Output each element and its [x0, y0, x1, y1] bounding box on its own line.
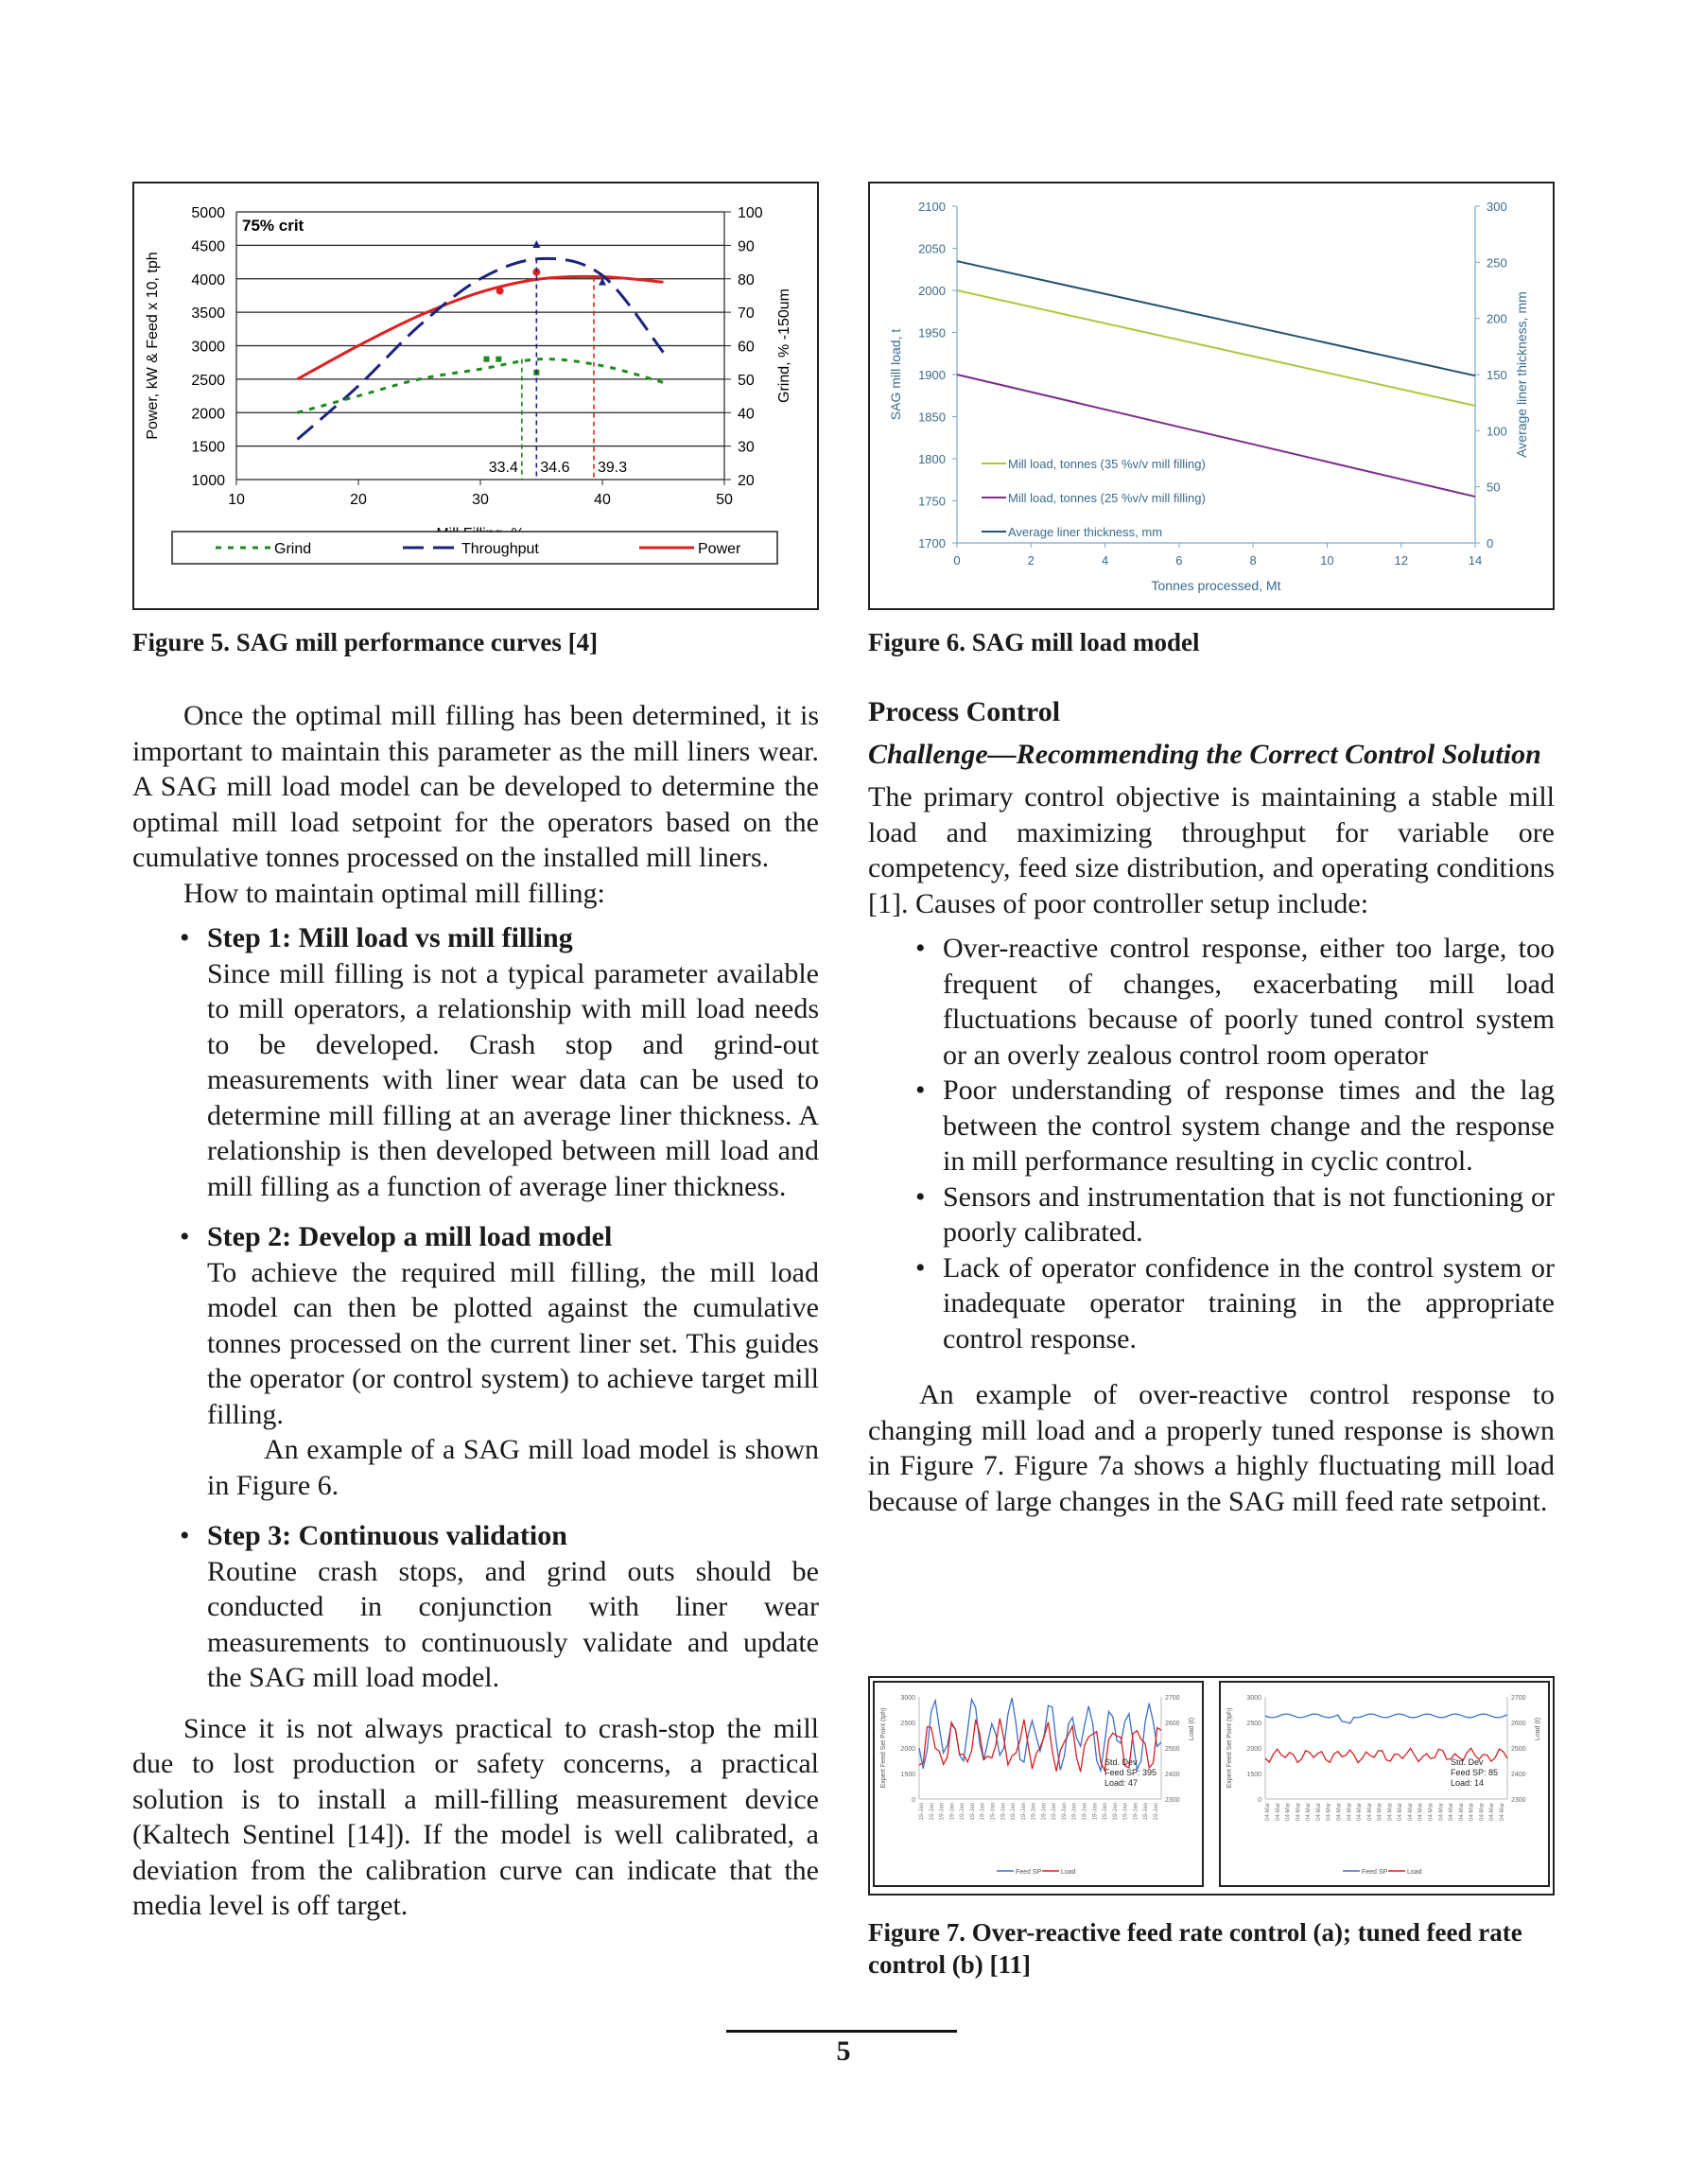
list-item: [132, 1219, 819, 1503]
y-tick-label: 0: [1258, 1797, 1261, 1804]
y-tick-label: 1500: [191, 439, 225, 456]
y2-axis-label: Load (t): [1189, 1717, 1195, 1741]
series-line: [957, 261, 1475, 376]
y-tick-label: 2500: [1246, 1721, 1261, 1727]
y2-tick-label: 2500: [1511, 1746, 1526, 1753]
y2-tick-label: 0: [1487, 536, 1494, 550]
x-tick-label: 04-Mar: [1438, 1803, 1445, 1822]
step-title: • Step 1: Mill load vs mill filling: [207, 922, 573, 953]
y-tick-label: 1800: [918, 452, 946, 466]
x-tick-label: 04-Mar: [1500, 1803, 1505, 1822]
data-point: [496, 357, 501, 362]
figure-5-chart: [134, 183, 817, 608]
x-tick-label: 6: [1175, 553, 1183, 568]
y2-tick-label: 2600: [1165, 1721, 1180, 1727]
x-tick-label: 04-Mar: [1296, 1803, 1302, 1822]
y-tick-label: 1750: [918, 494, 946, 509]
paragraph: An example of over-reactive control response to changing mill load and a properly tuned response is shown in Figure 7. Figure 7a shows a highly fluctuating mill load because of large changes in the SAG mill feed rate setpoint.: [868, 1379, 1555, 1517]
x-tick-label: 14: [1468, 553, 1483, 568]
x-tick-label: 04-Mar: [1489, 1803, 1496, 1822]
footer-rule: [726, 2030, 957, 2033]
y-axis-label: Expert Feed Set Point (tph): [880, 1707, 887, 1789]
list-item: • Poor understanding of response times and the lag between the control system change and the response in mill performance resulting in cyclic control.: [868, 1073, 1555, 1179]
x-tick-label: 19-Jan: [1000, 1803, 1007, 1821]
y2-tick-label: 20: [738, 473, 755, 489]
paragraph: How to maintain optimal mill filling:: [183, 877, 605, 909]
x-tick-label: 04-Mar: [1398, 1803, 1404, 1822]
step-title: • Step 3: Continuous validation: [207, 1520, 567, 1551]
x-axis-label: Tonnes processed, Mt: [1151, 578, 1281, 593]
x-tick-label: 04-Mar: [1449, 1803, 1455, 1822]
legend-label: Grind: [274, 541, 312, 557]
x-tick-label: 20: [350, 492, 367, 508]
x-tick-label: 30: [472, 492, 489, 508]
x-tick-label: 04-Mar: [1306, 1803, 1313, 1822]
left-column: [132, 698, 819, 1924]
data-point: [532, 240, 540, 248]
y-tick-label: 1950: [918, 325, 946, 341]
x-tick-label: 4: [1101, 553, 1109, 568]
chart-title: 75% crit: [242, 217, 304, 235]
y2-axis-label: Average liner thickness, mm: [1514, 291, 1529, 458]
stats-label: Std. Dev: [1451, 1757, 1484, 1767]
x-tick-label: 04-Mar: [1469, 1803, 1475, 1822]
y2-tick-label: 250: [1487, 255, 1507, 271]
x-tick-label: 19-Jan: [1041, 1803, 1048, 1821]
y2-tick-label: 90: [738, 238, 755, 255]
legend-label: Average liner thickness, mm: [1008, 525, 1163, 539]
y2-tick-label: 100: [738, 205, 763, 221]
y2-tick-label: 80: [738, 271, 755, 288]
figure-7-chart: [870, 1678, 1553, 1894]
reference-label: 34.6: [540, 460, 570, 476]
x-tick-label: 19-Jan: [1061, 1803, 1068, 1821]
paragraph: The primary control objective is maintaining a stable mill load and maximizing throughput for variable ore competency, feed size distribution, and operating conditions [1]. Causes of poor controller setup include:: [868, 781, 1555, 919]
x-tick-label: 19-Jan: [990, 1803, 997, 1821]
x-tick-label: 19-Jan: [949, 1803, 956, 1821]
y2-tick-label: 2400: [1165, 1772, 1180, 1778]
y2-axis-label: Grind, % -150um: [776, 288, 792, 403]
paragraph: Once the optimal mill filling has been determined, it is important to maintain this parameter as the mill liners wear. A SAG mill load model can be developed to determine the optimal mill load setpoint for the operators based on the cumulative tonnes processed on the installed mill liners.: [132, 700, 819, 873]
y-axis-label: Power, kW & Feed x 10, tph: [145, 252, 161, 440]
y-axis-label: SAG mill load, t: [888, 328, 903, 421]
y2-tick-label: 150: [1487, 368, 1507, 382]
x-tick-label: 19-Jan: [1133, 1803, 1139, 1821]
y-tick-label: 3000: [1246, 1695, 1261, 1702]
panel-b: [1220, 1682, 1549, 1886]
list-item: [132, 920, 819, 1204]
x-tick-label: 04-Mar: [1357, 1803, 1364, 1822]
y-tick-label: 0: [912, 1797, 915, 1804]
x-tick-label: 04-Mar: [1407, 1803, 1414, 1822]
y-tick-label: 1900: [918, 368, 946, 382]
x-tick-label: 19-Jan: [929, 1803, 935, 1821]
y2-tick-label: 2700: [1165, 1695, 1180, 1702]
y-tick-label: 3000: [191, 339, 225, 356]
x-tick-label: 04-Mar: [1377, 1803, 1383, 1822]
legend-label: Load: [1061, 1869, 1076, 1876]
x-tick-label: 19-Jan: [980, 1803, 986, 1821]
legend-label: Throughput: [461, 541, 539, 557]
y-tick-label: 4000: [191, 271, 225, 288]
x-tick-label: 8: [1249, 553, 1257, 568]
x-tick-label: 04-Mar: [1275, 1803, 1281, 1822]
x-tick-label: 19-Jan: [1052, 1803, 1058, 1821]
page-number: 5: [836, 2035, 851, 2067]
y-tick-label: 3000: [900, 1695, 915, 1702]
data-point: [483, 357, 489, 362]
x-tick-label: 04-Mar: [1326, 1803, 1332, 1822]
x-tick-label: 04-Mar: [1366, 1803, 1373, 1822]
y2-tick-label: 300: [1487, 200, 1507, 214]
x-tick-label: 19-Jan: [1103, 1803, 1109, 1821]
x-tick-label: 04-Mar: [1428, 1803, 1435, 1822]
y-tick-label: 5000: [191, 205, 225, 221]
x-tick-label: 12: [1394, 553, 1408, 568]
x-tick-label: 40: [594, 492, 611, 508]
legend-label: Load: [1407, 1869, 1422, 1876]
legend-label: Mill load, tonnes (25 %v/v mill filling): [1008, 491, 1206, 505]
x-tick-label: 19-Jan: [969, 1803, 976, 1821]
x-tick-label: 19-Jan: [1020, 1803, 1027, 1821]
data-point: [496, 287, 504, 294]
series-line: [957, 375, 1475, 497]
paragraph: Since it is not always practical to crash-stop the mill due to lost production or safety concerns, a practical solution is to install a mill-filling measurement device (Kaltech Sentinel [14]). If the model is well calibrated, a deviation from the calibration curve can indicate that the media level is off target.: [132, 1712, 819, 1921]
step-body: Routine crash stops, and grind outs should be conducted in conjunction with liner wear measurements to continuously validate and update the SAG mill load model.: [207, 1555, 819, 1693]
y2-tick-label: 100: [1487, 424, 1507, 439]
x-tick-label: 2: [1027, 553, 1035, 568]
figure-7-caption: Figure 7. Over-reactive feed rate control (a); tuned feed rate control (b) [11]: [868, 1918, 1522, 1979]
y-tick-label: 2100: [918, 200, 946, 214]
stats-label: Load: 47: [1104, 1778, 1139, 1788]
x-tick-label: 19-Jan: [1122, 1803, 1129, 1821]
y2-tick-label: 70: [738, 306, 755, 323]
panel-a: [874, 1682, 1203, 1886]
x-tick-label: 04-Mar: [1336, 1803, 1343, 1822]
x-tick-label: 04-Mar: [1265, 1803, 1271, 1822]
x-tick-label: 04-Mar: [1285, 1803, 1292, 1822]
y2-tick-label: 50: [1487, 480, 1501, 495]
y2-tick-label: 2300: [1511, 1797, 1526, 1804]
x-tick-label: 19-Jan: [1071, 1803, 1078, 1821]
x-tick-label: 19-Jan: [1154, 1803, 1159, 1821]
list-item: • Lack of operator confidence in the control system or inadequate operator training in the appropriate control response.: [868, 1250, 1555, 1357]
x-tick-label: 10: [228, 492, 245, 508]
stats-label: Std. Dev: [1104, 1757, 1138, 1767]
bullet-list: [868, 931, 1555, 1356]
x-tick-label: 19-Jan: [919, 1803, 925, 1821]
x-tick-label: 04-Mar: [1479, 1803, 1486, 1822]
x-tick-label: 10: [1320, 553, 1334, 568]
legend-label: Feed SP: [1016, 1869, 1042, 1876]
steps-list: [132, 920, 819, 1696]
y-axis-label: Expert Feed Set Point (tph): [1226, 1707, 1233, 1789]
x-tick-label: 04-Mar: [1458, 1803, 1465, 1822]
legend-label: Mill load, tonnes (35 %v/v mill filling): [1008, 457, 1206, 471]
figure-7: [868, 1676, 1555, 1896]
series-line: [957, 290, 1475, 406]
series-line-power: [298, 276, 664, 379]
x-tick-label: 19-Jan: [1082, 1803, 1088, 1821]
section-subheading: Challenge—Recommending the Correct Control Solution: [868, 739, 1541, 770]
x-tick-label: 04-Mar: [1315, 1803, 1322, 1822]
x-tick-label: 04-Mar: [1347, 1803, 1353, 1822]
y2-tick-label: 2600: [1511, 1721, 1526, 1727]
x-tick-label: 19-Jan: [1092, 1803, 1099, 1821]
y2-tick-label: 2500: [1165, 1746, 1180, 1753]
figure-5-caption: Figure 5. SAG mill performance curves [4]: [132, 628, 599, 656]
x-tick-label: 04-Mar: [1417, 1803, 1424, 1822]
y2-tick-label: 2400: [1511, 1772, 1526, 1778]
section-heading: Process Control: [868, 696, 1061, 727]
stats-label: Feed SP: 395: [1104, 1768, 1157, 1777]
reference-label: 33.4: [488, 460, 518, 476]
x-tick-label: 04-Mar: [1387, 1803, 1394, 1822]
step-body: Since mill filling is not a typical parameter available to mill operators, a relationship with mill load needs to be developed. Crash stop and grind-out measurements with liner wear data can be used to determine mill filling at an average liner thickness. A relationship is then developed between mill load and mill filling as a function of average liner thickness.: [207, 957, 819, 1202]
right-column: [868, 694, 1555, 1519]
y-tick-label: 1850: [918, 410, 946, 425]
y-tick-label: 4500: [191, 238, 225, 255]
y2-tick-label: 50: [738, 372, 755, 389]
list-item: • Over-reactive control response, either too large, too frequent of changes, exacerbating mill load fluctuations because of poorly tuned control system or an overly zealous control room operator: [868, 931, 1555, 1073]
figure-6: [868, 182, 1555, 610]
x-tick-label: 19-Jan: [1031, 1803, 1037, 1821]
y-tick-label: 1700: [918, 536, 946, 550]
list-item: [132, 1518, 819, 1696]
figure-6-chart: [870, 183, 1553, 608]
legend-label: Power: [698, 541, 741, 557]
figure-6-caption: Figure 6. SAG mill load model: [868, 628, 1200, 656]
y-tick-label: 2000: [900, 1746, 915, 1753]
stats-label: Feed SP: 85: [1451, 1768, 1499, 1777]
list-item: • Sensors and instrumentation that is not functioning or poorly calibrated.: [868, 1179, 1555, 1250]
y-tick-label: 2000: [1246, 1746, 1261, 1753]
y2-tick-label: 200: [1487, 311, 1507, 326]
y-tick-label: 2000: [918, 284, 946, 298]
x-tick-label: 0: [953, 553, 961, 568]
reference-label: 39.3: [597, 460, 628, 476]
y2-axis-label: Load (t): [1535, 1717, 1541, 1741]
x-tick-label: 19-Jan: [1011, 1803, 1017, 1821]
x-tick-label: 50: [716, 492, 733, 508]
x-tick-label: 19-Jan: [960, 1803, 966, 1821]
step-body: To achieve the required mill filling, the mill load model can then be plotted against the cumulative tonnes processed on the current liner set. This guides the operator (or control system) to achieve target mill filling.: [207, 1256, 819, 1430]
figure-5: [132, 182, 819, 610]
stats-label: Load: 14: [1451, 1778, 1485, 1788]
y-tick-label: 2500: [191, 372, 225, 389]
y-tick-label: 2500: [900, 1721, 915, 1727]
y2-tick-label: 40: [738, 406, 755, 423]
series-line-grind: [298, 359, 664, 413]
x-tick-label: 19-Jan: [1112, 1803, 1119, 1821]
y2-tick-label: 2300: [1165, 1797, 1180, 1804]
y-tick-label: 3500: [191, 306, 225, 323]
step-title: • Step 2: Develop a mill load model: [207, 1221, 613, 1252]
x-tick-label: 19-Jan: [1143, 1803, 1150, 1821]
legend-label: Feed SP: [1362, 1869, 1388, 1876]
step-example: An example of a SAG mill load model is shown in Figure 6.: [207, 1434, 819, 1501]
y-tick-label: 1500: [900, 1772, 915, 1778]
y-tick-label: 1000: [191, 473, 225, 489]
y2-tick-label: 2700: [1511, 1695, 1526, 1702]
y-tick-label: 2000: [191, 406, 225, 423]
y-tick-label: 1500: [1246, 1772, 1261, 1778]
y-tick-label: 2050: [918, 241, 946, 256]
x-tick-label: 19-Jan: [939, 1803, 946, 1821]
y2-tick-label: 30: [738, 439, 755, 456]
y2-tick-label: 60: [738, 339, 755, 356]
